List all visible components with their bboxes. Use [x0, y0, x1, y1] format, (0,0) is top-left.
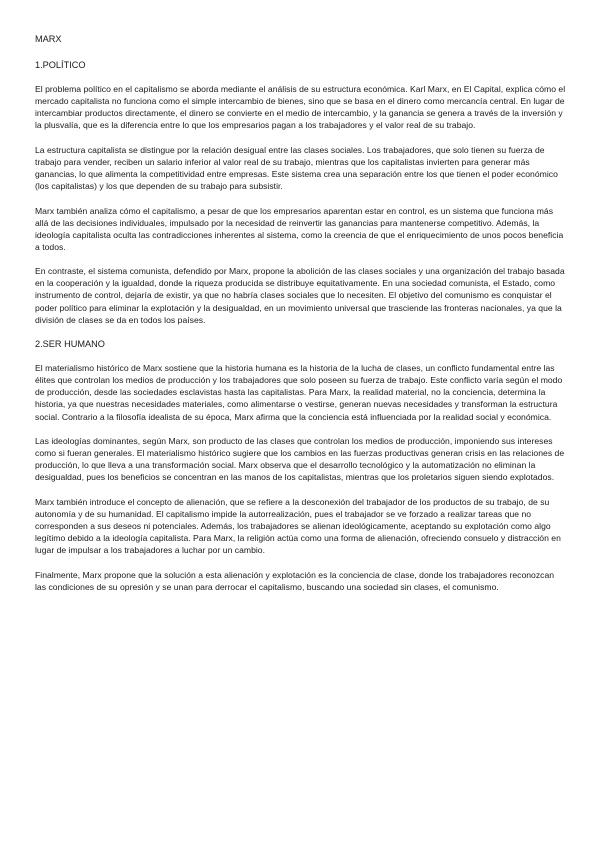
document-title: MARX: [35, 34, 62, 44]
paragraph: Las ideologías dominantes, según Marx, son producto de las clases que controlan los medios de producción, imponiendo sus intereses como si fueran generales. El materialismo histórico sugiere que los cambios en las fuerzas productivas generan crisis en las relaciones de producción, lo que lleva a una transformación social. Marx observa que el desarrollo tecnológico y la automatización no eliminan la desigualdad, pues los beneficios se concentran en las manos de los capitalistas, mientras que los proletarios siguen siendo explotados.: [35, 436, 565, 483]
paragraph: El problema político en el capitalismo se aborda mediante el análisis de su estructura económica. Karl Marx, en El Capital, explica cómo el mercado capitalista no funciona como el simple intercambio de bienes, sino que se basa en el dinero como mercancía central. En lugar de intercambiar productos directamente, el dinero se convierte en el medio de intercambio, y la ganancia se genera a través de la inversión y la plusvalía, que es la diferencia entre lo que los empresarios pagan a los trabajadores y el valor real de su trabajo.: [35, 84, 566, 131]
paragraph: En contraste, el sistema comunista, defendido por Marx, propone la abolición de las clases sociales y una organización del trabajo basada en la cooperación y la igualdad, donde la riqueza producida se distribuye equitativamente. En una sociedad comunista, el Estado, como instrumento de control, dejaría de existir, ya que no habría clases sociales que lo necesiten. El objetivo del comunismo es conquistar el poder político para eliminar la explotación y la desigualdad, en un movimiento universal que trasciende las fronteras nacionales, ya que la división de clases se da en todos los países.: [35, 266, 565, 325]
paragraph: El materialismo histórico de Marx sostiene que la historia humana es la historia de la lucha de clases, un conflicto fundamental entre las élites que controlan los medios de producción y los trabajadores que solo poseen su fuerza de trabajo. Este conflicto varía según el modo de producción, desde las sociedades esclavistas hasta las capitalistas. Para Marx, la realidad material, no la conciencia, determina la historia, ya que nuestras necesidades materiales, como alimentarse o vestirse, generan nuevas necesidades y transforman la estructura social. Contrario a la filosofía idealista de su época, Marx afirma que la conciencia está influenciada por la realidad social y económica.: [35, 363, 563, 422]
section-ser-humano: [35, 338, 567, 593]
section-heading: 2.SER HUMANO: [35, 339, 105, 350]
paragraph: Marx también analiza cómo el capitalismo, a pesar de que los empresarios aparentan estar en control, es un sistema que funciona más allá de las decisiones individuales, impulsado por la necesidad de reinvertir las ganancias para mantenerse competitivo. Además, la ideología capitalista oculta las contradicciones inherentes al sistema, como la creencia de que el enriquecimiento de unos pocos beneficia a todos.: [35, 205, 564, 252]
paragraph: La estructura capitalista se distingue por la relación desigual entre las clases sociales. Los trabajadores, que solo tienen su fuerza de trabajo para vender, reciben un salario inferior al valor real de su trabajo, mientras que los capitalistas invierten para generar más ganancias, lo que alimenta la competitividad entre empresas. Este sistema crea una separación entre los que tienen el poder económico (los capitalistas) y los que dependen de su trabajo para subsistir.: [35, 144, 558, 192]
section-politico: [35, 59, 567, 326]
paragraph: Marx también introduce el concepto de alienación, que se refiere a la desconexión del trabajador de los productos de su trabajo, de su autonomía y de su humanidad. El capitalismo impide la autorrealización, pues el trabajador se ve forzado a realizar tareas que no corresponden a sus deseos ni potenciales. Además, los trabajadores se alienan ideológicamente, aceptando su explotación como algo legítimo debido a la ideología capitalista. Para Marx, la religión actúa como una forma de alienación, ofreciendo consuelo y distracción en lugar de impulsar a los trabajadores a luchar por un cambio.: [35, 496, 561, 556]
paragraph: Finalmente, Marx propone que la solución a esta alienación y explotación es la conciencia de clase, donde los trabajadores reconozcan las condiciones de su opresión y se unan para derrocar el capitalismo, buscando una sociedad sin clases, el comunismo.: [35, 569, 555, 592]
document-page: [35, 33, 567, 605]
section-heading: 1.POLÍTICO: [35, 60, 86, 70]
